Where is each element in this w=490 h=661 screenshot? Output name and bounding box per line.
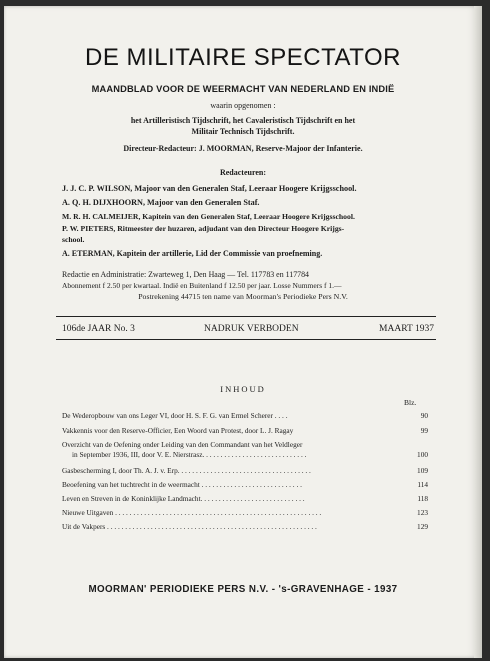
issue-notice: NADRUK VERBODEN [204, 324, 299, 334]
toc-item-continued: in September 1936, III, door V. E. Nierstrasz. . . . . . . . . . . . . . . . . . . . . . . . . . . . . 100 [72, 450, 428, 459]
journal-subtitle: MAANDBLAD VOOR DE WEERMACHT VAN NEDERLAND EN INDIË [91, 84, 395, 94]
toc-item: Gasbescherming I, door Th. A. J. v. Erp. . . . . . . . . . . . . . . . . . . . . . . . . . . . . . . . . . . . . 109 [62, 466, 428, 475]
admin-giro: Postrekening 44715 ten name van Moorman's Periodieke Pers N.V. [138, 292, 348, 301]
editor-5: A. ETERMAN, Kapitein der artillerie, Lid der Commissie van proefneming. [62, 249, 323, 258]
toc-item: Overzicht van de Oefening onder Leiding van den Commandant van het Veldleger [62, 440, 303, 449]
toc-page-heading: Blz. [404, 398, 417, 407]
merged-intro: waarin opgenomen : [210, 101, 276, 110]
journal-cover-page [4, 6, 482, 658]
toc-item: Uit de Vakpers . . . . . . . . . . . . . . . . . . . . . . . . . . . . . . . . . . . . . . . . . . . . . . . . . . . . . . . . . . 129 [62, 522, 428, 531]
toc-item: Beoefening van het tuchtrecht in de weermacht . . . . . . . . . . . . . . . . . . . . . . . . . . . . 114 [62, 480, 428, 489]
toc-item: Vakkennis voor den Reserve-Officier, Een Woord van Protest, door L. J. Ragay 99 [62, 426, 428, 435]
director-editor: Directeur-Redacteur: J. MOORMAN, Reserve-Majoor der Infanterie. [123, 144, 363, 153]
editor-3: M. R. H. CALMEIJER, Kapitein van den Generalen Staf, Leeraar Hoogere Krijgsschool. [62, 212, 355, 221]
issue-year: 106de JAAR No. 3 [62, 324, 135, 334]
merged-titles-line-2: Militair Technisch Tijdschrift. [191, 127, 295, 136]
toc-item: Nieuwe Uitgaven . . . . . . . . . . . . . . . . . . . . . . . . . . . . . . . . . . . . . . . . . . . . . . . . . . . . . . . . . 123 [62, 508, 428, 517]
editors-heading: Redacteuren: [219, 168, 267, 177]
divider-top [56, 316, 436, 317]
toc-item: De Wederopbouw van ons Leger VI, door H. S. F. G. van Ermel Scherer . . . . 90 [62, 411, 428, 420]
editor-4-continued: school. [62, 235, 85, 244]
admin-address: Redactie en Administratie: Zwarteweg 1, Den Haag — Tel. 117783 en 117784 [62, 270, 309, 279]
editor-1: J. J. C. P. WILSON, Majoor van den Generalen Staf, Leeraar Hoogere Krijgsschool. [62, 184, 357, 193]
editor-2: A. Q. H. DIJXHOORN, Majoor van den Generalen Staf. [62, 198, 260, 207]
publisher-footer: MOORMAN' PERIODIEKE PERS N.V. - 's-GRAVENHAGE - 1937 [88, 584, 398, 595]
admin-subscription: Abonnement f 2.50 per kwartaal. Indië en Buitenland f 12.50 per jaar. Losse Nummers f 1.— [62, 281, 342, 290]
toc-item: Leven en Streven in de Koninklijke Landmacht. . . . . . . . . . . . . . . . . . . . . . . . . . . . . 118 [62, 494, 428, 503]
merged-titles-line-1: het Artilleristisch Tijdschrift, het Cavaleristisch Tijdschrift en het [130, 116, 356, 125]
issue-date: MAART 1937 [379, 324, 434, 334]
journal-title: DE MILITAIRE SPECTATOR [85, 44, 401, 71]
editor-4: P. W. PIETERS, Ritmeester der huzaren, adjudant van den Directeur Hoogere Krijgs- [62, 224, 345, 233]
toc-title: INHOUD [220, 384, 266, 394]
divider-bottom [56, 339, 436, 340]
